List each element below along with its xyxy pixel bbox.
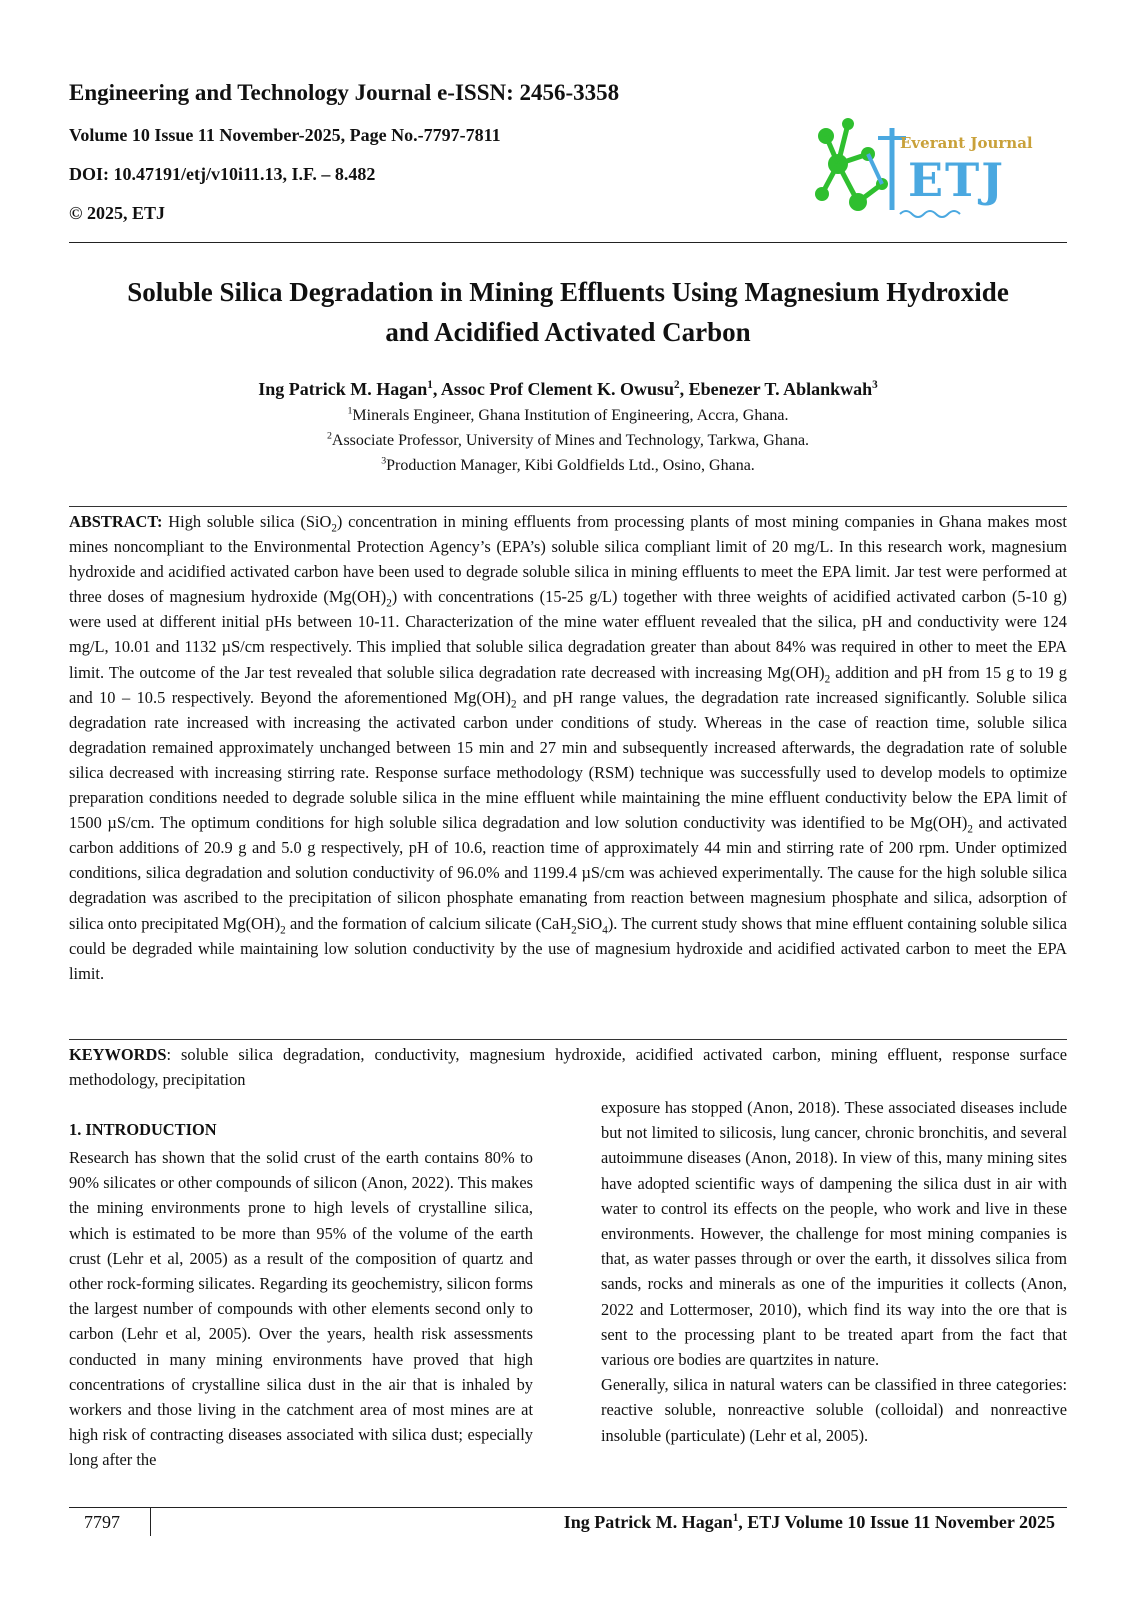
affiliation-text: Production Manager, Kibi Goldfields Ltd., Osino, Ghana. — [386, 457, 755, 474]
right-column-paragraph: Generally, silica in natural waters can be classified in three categories: reactive soluble, nonreactive soluble (colloidal) and nonreactive insoluble (particulate) (Lehr et al, 2005). — [601, 1375, 1067, 1445]
keywords — [69, 1042, 1067, 1092]
affiliation-mark: 3 — [381, 455, 387, 467]
logo-wave-decoration — [900, 211, 960, 217]
keywords-text: : soluble silica degradation, conductivity, magnesium hydroxide, acidified activated carbon, mining effluent, response surface methodology, precipitation — [69, 1045, 1067, 1089]
author-affil-mark: 2 — [674, 379, 680, 391]
abstract-text: High soluble silica (SiO — [162, 512, 332, 531]
author-affil-mark: 3 — [872, 379, 878, 391]
copyright-line: © 2025, ETJ — [69, 203, 165, 223]
subscript: 2 — [386, 597, 392, 610]
keywords-label: KEYWORDS — [69, 1045, 167, 1064]
abstract-text: addition and pH from 15 g to 19 g and 10 – 10.5 respectively. Beyond the aforementioned Mg(OH) — [69, 662, 1067, 707]
logo-molecule-graphic — [815, 118, 906, 211]
abstract-label: ABSTRACT: — [69, 512, 163, 531]
right-column-paragraph: exposure has stopped (Anon, 2018). These associated diseases include but not limited to silicosis, lung cancer, chronic bronchitis, and several autoimmune diseases (Anon, 2018). In view of this, many mining sites have adopted scientific ways of dampening the silica dust in air with water to control its effects on the people, who work and live in these environments. However, the challenge for most mining companies is that, as water passes through or over the earth, it dissolves silica from sands, rocks and minerals as one of the impurities it collects (Anon, 2022 and Lottermoser, 2010), which find its way into the ore that is sent to the processing plant to be treated apart from the fact that various ore bodies are quartzites in nature. — [601, 1098, 1067, 1370]
title-line-2: and Acidified Activated Carbon — [385, 317, 751, 347]
abstract-text: SiO — [576, 913, 603, 933]
abstract-text: and pH range values, the degradation rate increased significantly. Soluble silica degradation rate increased with increasing the activated carbon under conditions of study. Whereas in the case of reaction time, soluble silica degradation remained approximately unchanged between 15 min and 27 min and subsequently increased afterwards, the degradation rate of soluble silica decreased with increasing stirring rate. Response surface methodology (RSM) technique was successfully used to develop models to optimize preparation conditions needed to degrade soluble silica in the mine effluent while maintaining the mine effluent conductivity below the EPA limit of 1500 µS/cm. The optimum conditions for high soluble silica degradation and low solution conductivity was identified to be Mg(OH) — [69, 687, 1067, 833]
subscript: 4 — [602, 923, 608, 936]
abstract-text: and activated carbon additions of 20.9 g and 5.0 g respectively, pH of 10.6, reaction time of approximately 44 min and stirring rate of 200 rpm. Under optimized conditions, silica degradation and solution conductivity of 96.0% and 1199.4 µS/cm was achieved experimentally. The cause for the high soluble silica degradation was ascribed to the precipitation of silicon phosphate emanating from reaction between magnesium phosphate and silica, adsorption of silica onto precipitated Mg(OH) — [69, 813, 1068, 933]
paper-title — [60, 272, 1076, 352]
abstract-bottom-rule — [69, 1039, 1067, 1040]
subscript: 2 — [824, 672, 831, 685]
abstract-text: ) concentration in mining effluents from processing plants of most mining companies in Ghana makes most mines noncompliant to the Environmental Protection Agency’s (EPA’s) soluble silica compliant limit of 20 mg/L. In this research work, magnesium hydroxide and acidified activated carbon have been used to degrade soluble silica in mining effluents to meet the EPA limit. Jar test were performed at three doses of magnesium hydroxide (Mg(OH) — [69, 512, 1067, 607]
logo-abbrev-text: ETJ — [908, 153, 1006, 207]
right-column — [601, 1095, 1067, 1448]
abstract-top-rule — [69, 506, 1067, 507]
author-name: Ing Patrick M. Hagan — [258, 379, 428, 399]
subscript: 2 — [280, 923, 286, 936]
affiliation-text: Associate Professor, University of Mines and Technology, Tarkwa, Ghana. — [331, 432, 810, 449]
subscript: 2 — [571, 923, 577, 936]
footer-journal: , ETJ Volume 10 Issue 11 November 2025 — [738, 1512, 1055, 1532]
etj-logo — [808, 114, 1033, 226]
author-separator: , — [432, 379, 441, 399]
footer-citation — [564, 1512, 1055, 1533]
affiliation — [60, 457, 1076, 475]
subscript: 2 — [331, 522, 337, 535]
title-line-1: Soluble Silica Degradation in Mining Effluents Using Magnesium Hydroxide — [127, 277, 1009, 307]
logo-publisher-text: Everant Journal — [900, 134, 1033, 152]
volume-line: Volume 10 Issue 11 November-2025, Page No.-7797-7811 — [69, 125, 501, 145]
header-rule — [69, 242, 1067, 243]
author-separator: , — [679, 379, 689, 399]
abstract-text: ). The current study shows that mine effluent containing soluble silica could be degraded while maintaining low solution conductivity by the use of magnesium hydroxide and acidified activated carbon to meet the EPA limit. — [69, 913, 1067, 983]
author-list — [60, 379, 1076, 400]
affiliation — [60, 407, 1076, 425]
abstract-text: and the formation of calcium silicate (CaH — [285, 913, 572, 933]
footer-divider — [150, 1508, 151, 1536]
left-column-text: Research has shown that the solid crust of the earth contains 80% to 90% silicates or other compounds of silicon (Anon, 2022). This makes the mining environments prone to high levels of crystalline silica, which is estimated to be more than 95% of the volume of the earth crust (Lehr et al, 2005) as a result of the composition of quartz and other rock-forming silicates. Regarding its geochemistry, silicon forms the largest number of compounds with other elements second only to carbon (Lehr et al, 2005). Over the years, health risk assessments conducted in many mining environments have proved that high concentrations of crystalline silica dust in the air that is inhaled by workers and those living in the catchment area of most mines are at high risk of contracting diseases associated with silica dust; especially long after the — [69, 1148, 533, 1470]
abstract-text: ) with concentrations (15-25 g/L) together with three weights of acidified activated carbon (5-10 g) were used at different initial pHs between 10-11. Characterization of the mine water effluent revealed that the silica, pH and conductivity were 124 mg/L, 10.01 and 1132 µS/cm respectively. This implied that soluble silica degradation greater than about 84% was required in other to meet the EPA limit. The outcome of the Jar test revealed that soluble silica degradation rate decreased with increasing Mg(OH) — [69, 587, 1067, 682]
author-affil-mark: 1 — [427, 379, 433, 391]
footer-rule — [69, 1507, 1067, 1508]
subscript: 2 — [510, 697, 517, 710]
journal-name: Engineering and Technology Journal e-ISSN: 2456-3358 — [69, 80, 620, 105]
abstract — [69, 509, 1067, 986]
author-name: Assoc Prof Clement K. Owusu — [440, 379, 675, 399]
subscript: 2 — [967, 823, 973, 836]
section-heading-introduction: 1. INTRODUCTION — [69, 1120, 217, 1139]
footer-author: Ing Patrick M. Hagan — [563, 1512, 733, 1532]
affiliation-mark: 1 — [347, 405, 353, 417]
affiliation — [60, 432, 1076, 450]
affiliation-mark: 2 — [326, 430, 332, 442]
author-name: Ebenezer T. Ablankwah — [688, 379, 873, 399]
affiliation-text: Minerals Engineer, Ghana Institution of Engineering, Accra, Ghana. — [352, 407, 789, 424]
page-number: 7797 — [84, 1512, 120, 1532]
footer-affil-mark: 1 — [732, 1512, 739, 1524]
doi-line: DOI: 10.47191/etj/v10i11.13, I.F. – 8.482 — [69, 164, 376, 184]
